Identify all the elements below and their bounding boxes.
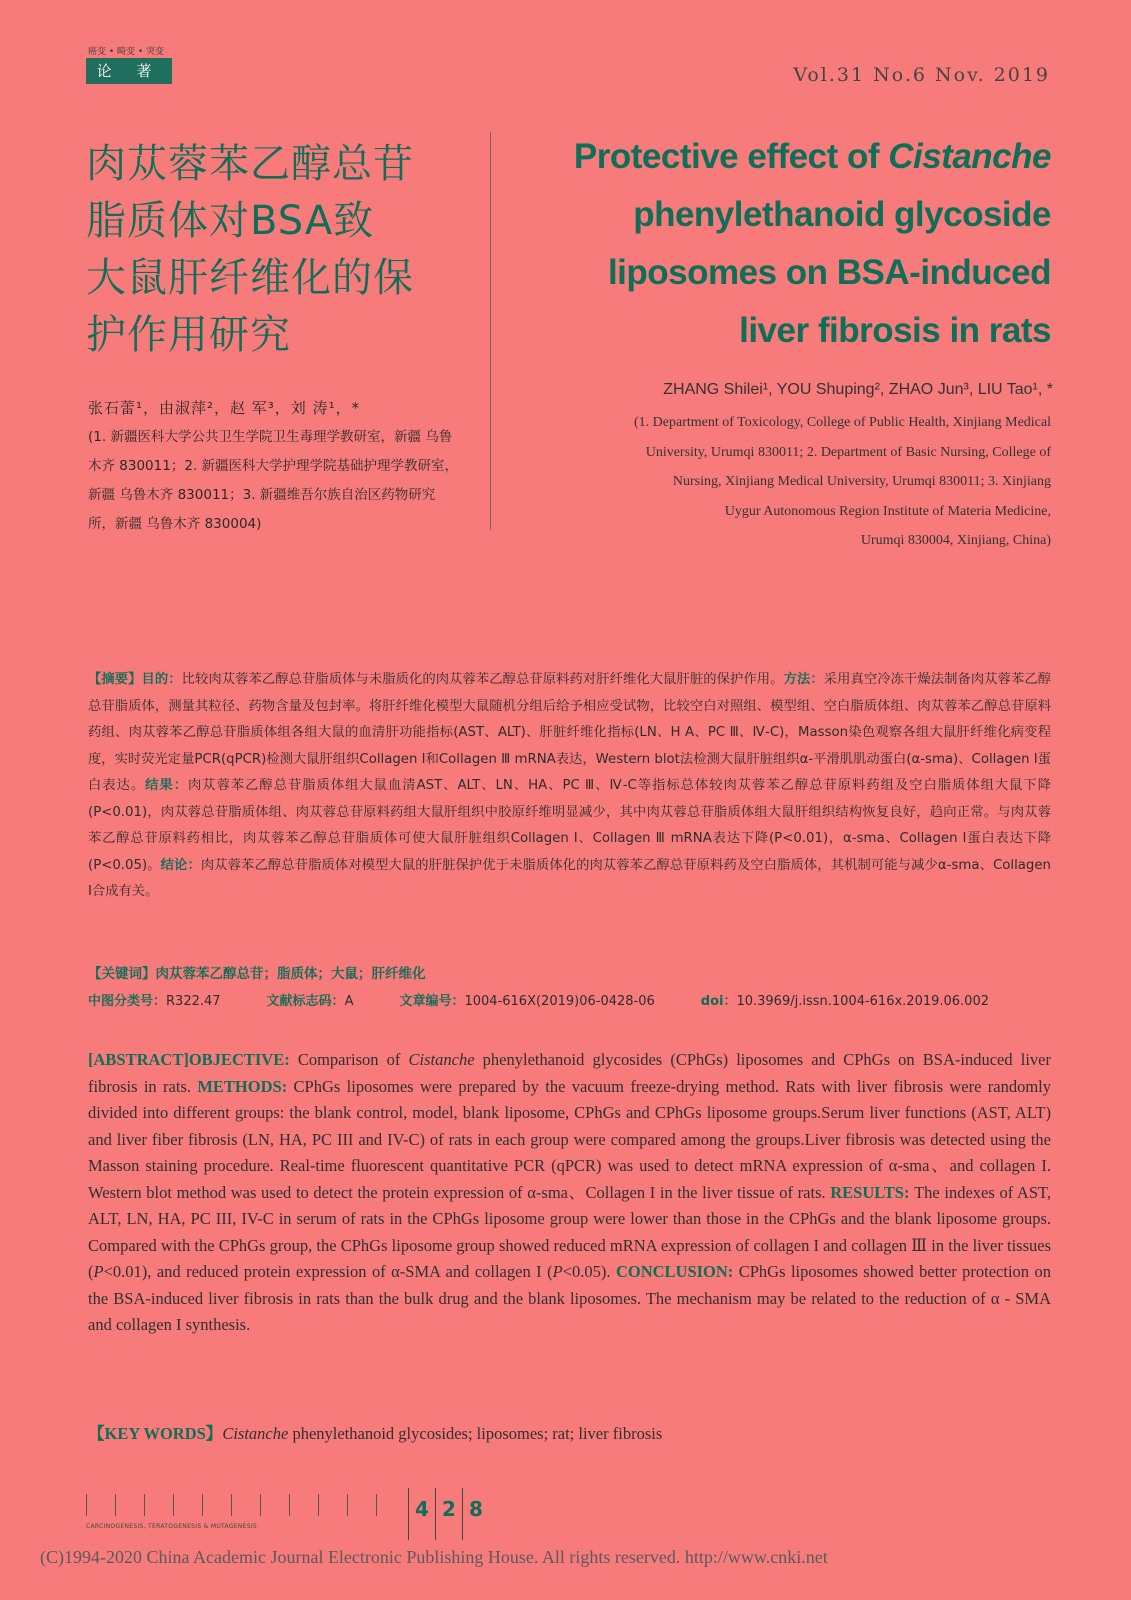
clc-label: 中图分类号： <box>88 994 167 1009</box>
english-affiliation-line: Urumqi 830004, Xinjiang, China) <box>860 533 1051 548</box>
english-title-line: liposomes on BSA-induced <box>607 253 1051 292</box>
methods-label: 方法： <box>783 672 824 687</box>
english-affiliation-line: Uygur Autonomous Region Institute of Materia Medicine, <box>724 503 1051 519</box>
en-objective-text: Comparison of <box>297 1050 409 1069</box>
chinese-title-line: 大鼠肝纤维化的保 <box>86 255 414 301</box>
english-title-italic: Cistanche <box>888 137 1051 176</box>
en-results-label: RESULTS: <box>830 1182 915 1202</box>
chinese-affiliation: (1. 新疆医科大学公共卫生学院卫生毒理学教研室，新疆 乌鲁木齐 830011；2. 新疆医科大学护理学院基础护理学教研室，新疆 乌鲁木齐 830011；3. 新疆维吾尔族自治区药物研究所，新疆 乌鲁木齐 830004) <box>88 429 458 532</box>
english-title <box>491 128 1051 360</box>
en-results-text: The indexes of AST, ALT, LN, HA, PC III, IV-C in serum of rats in the CPhGs liposome group were lower than those in the CPhGs and the blank liposome groups. Compared with the CPhGs group, the CPhGs liposome group showed reduced mRNA expression of collagen I and collagen Ⅲ in the liver tissues ( <box>88 1182 1051 1281</box>
doc-code-label: 文献标志码： <box>266 994 345 1009</box>
journal-section-note: 癌变 • 畸变 • 突变 <box>88 47 165 57</box>
english-title-line: phenylethanoid glycoside <box>633 195 1051 234</box>
copyright-notice: (C)1994-2020 China Academic Journal Electronic Publishing House. All rights reserved. http://www.cnki.net <box>40 1547 828 1567</box>
doi-value: 10.3969/j.issn.1004-616x.2019.06.002 <box>736 994 989 1009</box>
page-digit: 2 <box>435 1488 462 1540</box>
english-affiliation <box>531 408 1051 556</box>
en-keywords-label: 【KEY WORDS】 <box>88 1424 223 1443</box>
volume-info: Vol.31 No.6 Nov. 2019 <box>793 64 1050 86</box>
en-keywords-italic: Cistanche <box>222 1424 289 1443</box>
english-affiliation-line: University, Urumqi 830011; 2. Department of Basic Nursing, College of <box>645 444 1051 460</box>
english-keywords <box>88 1420 662 1444</box>
chinese-title-line: 肉苁蓉苯乙醇总苷 <box>86 141 414 187</box>
english-title-prefix: Protective effect of <box>573 137 889 176</box>
chinese-title <box>86 136 466 364</box>
en-abstract-label: [ABSTRACT]OBJECTIVE: <box>88 1050 298 1069</box>
abstract-results: 肉苁蓉苯乙醇总苷脂质体组大鼠血清AST、ALT、LN、HA、PC Ⅲ、Ⅳ-C等指标总体较肉苁蓉苯乙醇总苷原料药组及空白脂质体组大鼠下降(P<0.01)，肉苁蓉总苷脂质体组、肉苁蓉总苷原料药组大鼠肝组织中胶原纤维明显减少，其中肉苁蓉总苷脂质体组大鼠肝组织结构恢复良好，趋向正常。与肉苁蓉苯乙醇总苷原料药相比，肉苁蓉苯乙醇总苷脂质体可使大鼠肝脏组织Collagen Ⅰ、Collagen Ⅲ mRNA表达下降(P<0.01)，α-sma、Collagen Ⅰ蛋白表达下降(P<0.05)。 <box>88 778 1052 873</box>
abstract-label: 【摘要】目的： <box>88 672 182 687</box>
english-abstract <box>88 1047 1051 1339</box>
clc-value: R322.47 <box>166 994 221 1009</box>
en-p-italic: P <box>93 1262 104 1281</box>
page-digit: 8 <box>462 1488 489 1540</box>
english-affiliation-line: Nursing, Xinjiang Medical University, Urumqi 830011; 3. Xinjiang <box>672 474 1051 489</box>
en-objective-italic: Cistanche <box>408 1050 475 1069</box>
doc-code-value: A <box>344 994 354 1009</box>
chinese-abstract <box>88 667 1051 906</box>
keywords-label: 【关键词】 <box>88 966 156 982</box>
en-conclusion-label: CONCLUSION: <box>615 1262 739 1281</box>
footer-tick-rule <box>86 1494 405 1516</box>
en-objective-text-post: phenylethanoid glycosides (CPhGs) liposomes and CPhGs on BSA-induced liver fibrosis in rats. <box>88 1050 1051 1096</box>
section-badge: 论 著 <box>86 58 172 84</box>
english-affiliation-line: (1. Department of Toxicology, College of Public Health, Xinjiang Medical <box>634 415 1051 430</box>
classification-row <box>88 990 1051 1009</box>
en-methods-label: METHODS: <box>197 1076 294 1096</box>
abstract-methods: 采用真空冷冻干燥法制备肉苁蓉苯乙醇总苷脂质体，测量其粒径、药物含量及包封率。将肝纤维化模型大鼠随机分组后给予相应受试物，比较空白对照组、模型组、空白脂质体组、肉苁蓉苯乙醇总苷原料药组、肉苁蓉苯乙醇总苷脂质体组各组大鼠的血清肝功能指标(AST、ALT)、肝脏纤维化指标(LN、H A、PC Ⅲ、Ⅳ-C)，Masson染色观察各组大鼠肝纤维化病变程度，实时荧光定量PCR(qPCR)检测大鼠肝组织Collagen Ⅰ和Collagen Ⅲ mRNA表达，Western blot法检测大鼠肝脏组织α-平滑肌肌动蛋白(α-sma)、Collagen Ⅰ蛋白表达。 <box>88 672 1052 793</box>
en-conclusion-text: CPhGs liposomes showed better protection on the BSA-induced liver fibrosis in rats than the bulk drug and the blank liposomes. The mechanism may be related to the reduction of α - SMA and collagen I synthesis. <box>88 1262 1051 1334</box>
en-methods-text: CPhGs liposomes were prepared by the vacuum freeze-drying method. Rats with liver fibrosis were randomly divided into different groups: the blank control, model, blank liposome, CPhGs and CPhGs liposome groups.Serum liver functions (AST, ALT) and liver fiber fibrosis (LN, HA, PC III and IV-C) of rats in each group were compared among the groups.Liver fibrosis was detected using the Masson staining procedure. Real-time fluorescent quantitative PCR (qPCR) was used to detect mRNA expression of α-sma、and collagen I. Western blot method was used to detect the protein expression of α-sma、Collagen I in the liver tissue of rats. <box>88 1076 1051 1202</box>
en-p-italic: P <box>552 1262 563 1281</box>
english-authors: ZHANG Shilei¹, YOU Shuping², ZHAO Jun³, LIU Tao¹, * <box>663 381 1053 398</box>
abstract-objective: 比较肉苁蓉苯乙醇总苷脂质体与未脂质化的肉苁蓉苯乙醇总苷原料药对肝纤维化大鼠肝脏的保护作用。 <box>181 672 784 687</box>
chinese-authors: 张石蕾¹，由淑萍²，赵 军³，刘 涛¹，* <box>88 399 361 417</box>
chinese-title-line: 脂质体对BSA致 <box>86 198 375 244</box>
chinese-keywords <box>88 962 426 982</box>
page-number <box>408 1488 489 1540</box>
en-results-text-mid: <0.01), and reduced protein expression of α-SMA and collagen I ( <box>103 1262 553 1281</box>
keywords-text: 肉苁蓉苯乙醇总苷；脂质体；大鼠；肝纤维化 <box>155 966 426 982</box>
english-title-line: liver fibrosis in rats <box>739 311 1051 350</box>
page-digit: 4 <box>408 1488 435 1540</box>
en-results-text-post: <0.05). <box>562 1262 616 1281</box>
article-id-label: 文章编号： <box>399 994 465 1009</box>
abstract-conclusion: 肉苁蓉苯乙醇总苷脂质体对模型大鼠的肝脏保护优于未脂质体化的肉苁蓉苯乙醇总苷原料药及空白脂质体，其机制可能与减少α-sma、Collagen Ⅰ合成有关。 <box>88 857 1051 899</box>
en-keywords-text: phenylethanoid glycosides; liposomes; rat; liver fibrosis <box>288 1424 663 1443</box>
conclusion-label: 结论： <box>160 857 201 873</box>
chinese-title-line: 护作用研究 <box>86 312 291 358</box>
journal-name: CARCINOGENESIS, TERATOGENESIS & MUTAGENESIS <box>86 1523 258 1530</box>
article-id-value: 1004-616X(2019)06-0428-06 <box>464 994 655 1009</box>
doi-label: doi： <box>700 994 737 1009</box>
results-label: 结果： <box>145 778 188 793</box>
